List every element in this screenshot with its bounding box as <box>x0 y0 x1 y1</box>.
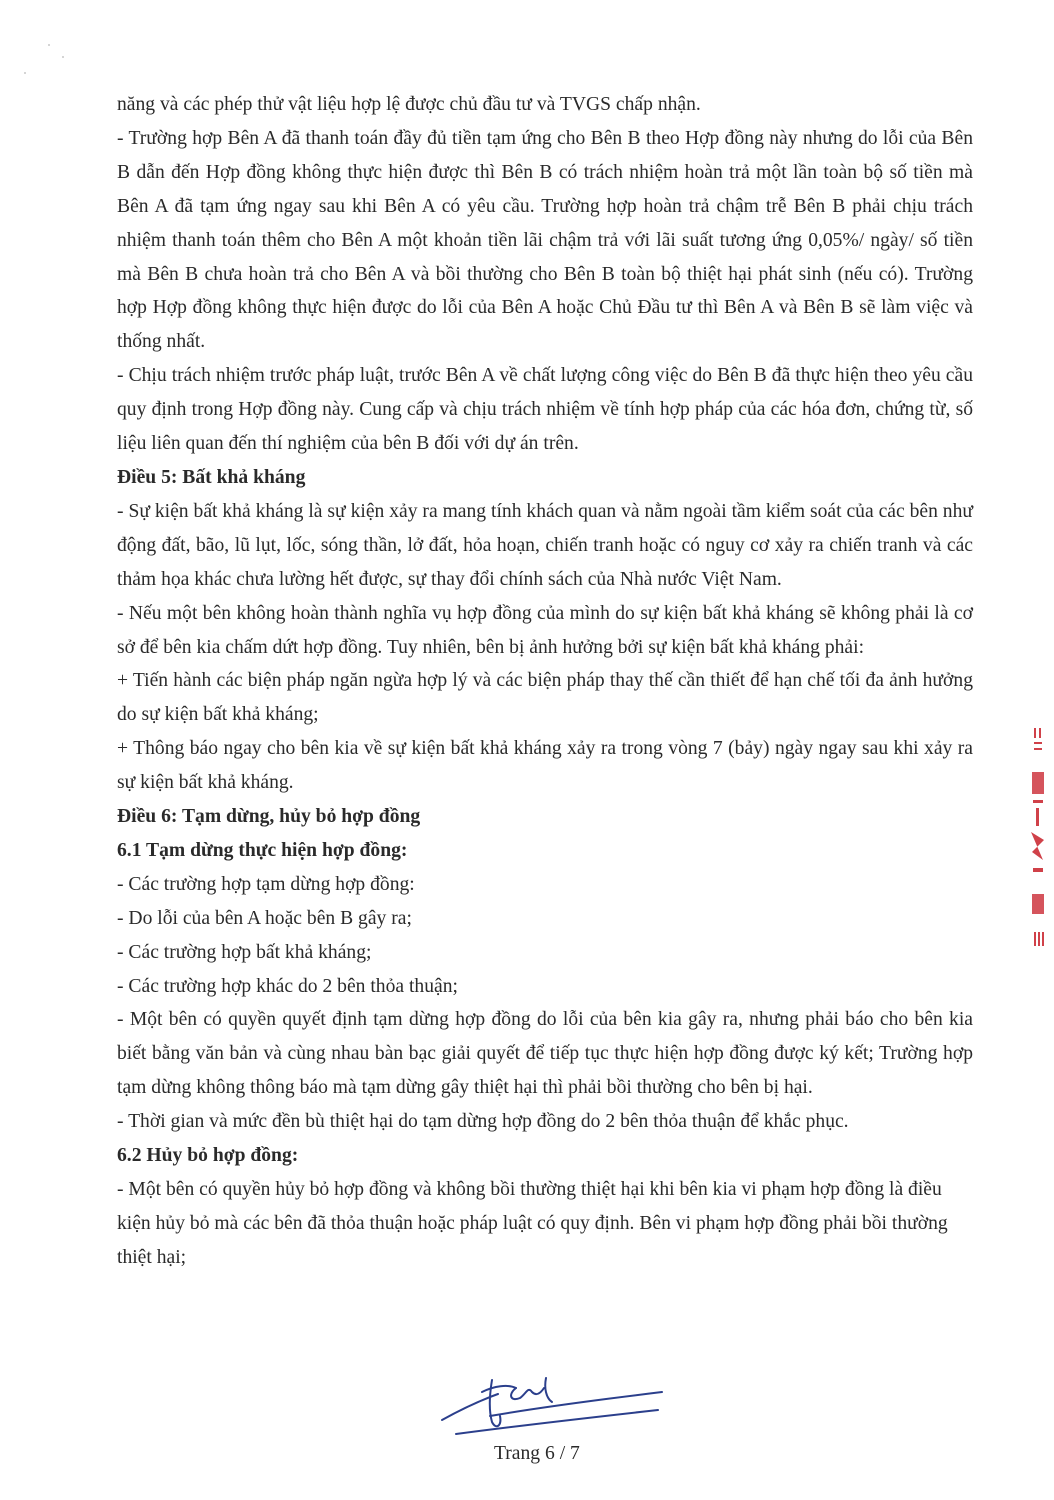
seal-edge-stamp <box>1028 728 1048 960</box>
list-item: - Các trường hợp bất khả kháng; <box>117 941 372 963</box>
subsection-heading: 6.2 Hủy bỏ hợp đồng: <box>117 1145 299 1167</box>
section-heading: Điều 5: Bất khả kháng <box>117 466 306 488</box>
list-item: - Các trường hợp khác do 2 bên thỏa thuận; <box>117 975 458 997</box>
paragraph: + Tiến hành các biện pháp ngăn ngừa hợp lý và các biện pháp thay thế cần thiết để hạn chế tối đa ảnh hưởng do sự kiện bất khả kháng; <box>117 670 973 726</box>
paragraph: + Thông báo ngay cho bên kia về sự kiện bất khả kháng xảy ra trong vòng 7 (bảy) ngày ngay sau khi xảy ra sự kiện bất khả kháng. <box>117 738 973 794</box>
paragraph: năng và các phép thử vật liệu hợp lệ được chủ đầu tư và TVGS chấp nhận. <box>117 94 701 115</box>
paragraph: - Thời gian và mức đền bù thiệt hại do tạm dừng hợp đồng do 2 bên thỏa thuận để khắc phục. <box>117 1111 849 1133</box>
paragraph: - Trường hợp Bên A đã thanh toán đầy đủ tiền tạm ứng cho Bên B theo Hợp đồng này nhưng do lỗi của Bên B dẫn đến Hợp đồng không thực hiện được thì Bên B có trách nhiệm hoàn trả một lần toàn bộ số tiền mà Bên A đã tạm ứng ngay sau khi Bên A có yêu cầu. Trường hợp hoàn trả chậm trễ Bên B phải chịu trách nhiệm thanh toán thêm cho Bên A một khoản tiền lãi chậm trả với lãi suất tương ứng 0,05%/ ngày/ số tiền mà Bên B chưa hoàn trả cho Bên A và bồi thường cho Bên B toàn bộ thiệt hại phát sinh (nếu có). Trường hợp Hợp đồng không thực hiện được do lỗi của Bên A hoặc Chủ Đầu tư thì Bên A và Bên B sẽ làm việc và thống nhất. <box>117 127 973 353</box>
subsection-heading: 6.1 Tạm dừng thực hiện hợp đồng: <box>117 839 408 861</box>
signature <box>436 1372 668 1446</box>
paragraph: - Một bên có quyền quyết định tạm dừng hợp đồng do lỗi của bên kia gây ra, nhưng phải báo cho bên kia biết bằng văn bản và cùng nhau bàn bạc giải quyết để tiếp tục thực hiện hợp đồng được ký kết; Trường hợp tạm dừng không thông báo mà tạm dừng gây thiệt hại thì phải bồi thường cho bên bị hại. <box>117 1009 973 1099</box>
list-item: - Do lỗi của bên A hoặc bên B gây ra; <box>117 907 412 929</box>
document-body <box>117 88 973 1275</box>
section-heading: Điều 6: Tạm dừng, hủy bỏ hợp đồng <box>117 806 421 828</box>
scan-speck <box>24 72 26 74</box>
paragraph: - Chịu trách nhiệm trước pháp luật, trước Bên A về chất lượng công việc do Bên B đã thực hiện theo yêu cầu quy định trong Hợp đồng này. Cung cấp và chịu trách nhiệm về tính hợp pháp của các hóa đơn, chứng từ, số liệu liên quan đến thí nghiệm của bên B đối với dự án trên. <box>117 365 973 455</box>
paragraph: - Một bên có quyền hủy bỏ hợp đồng và không bồi thường thiệt hại khi bên kia vi phạm hợp đồng là điều kiện hủy bỏ mà các bên đã thỏa thuận hoặc pháp luật có quy định. Bên vi phạm hợp đồng phải bồi thường thiệt hại; <box>117 1179 948 1268</box>
paragraph: - Nếu một bên không hoàn thành nghĩa vụ hợp đồng của mình do sự kiện bất khả kháng sẽ không phải là cơ sở để bên kia chấm dứt hợp đồng. Tuy nhiên, bên bị ảnh hưởng bởi sự kiện bất khả kháng phải: <box>117 602 973 658</box>
scan-speck <box>62 56 64 58</box>
page-number: Trang 6 / 7 <box>494 1443 580 1464</box>
list-item: - Các trường hợp tạm dừng hợp đồng: <box>117 873 415 895</box>
scan-speck <box>48 44 50 46</box>
paragraph: - Sự kiện bất khả kháng là sự kiện xảy ra mang tính khách quan và nằm ngoài tầm kiểm soát của các bên như động đất, bão, lũ lụt, lốc, sóng thần, lở đất, hỏa hoạn, chiến tranh hoặc có nguy cơ xảy ra chiến tranh và các thảm họa khác chưa lường hết được, sự thay đổi chính sách của Nhà nước Việt Nam. <box>117 500 973 590</box>
